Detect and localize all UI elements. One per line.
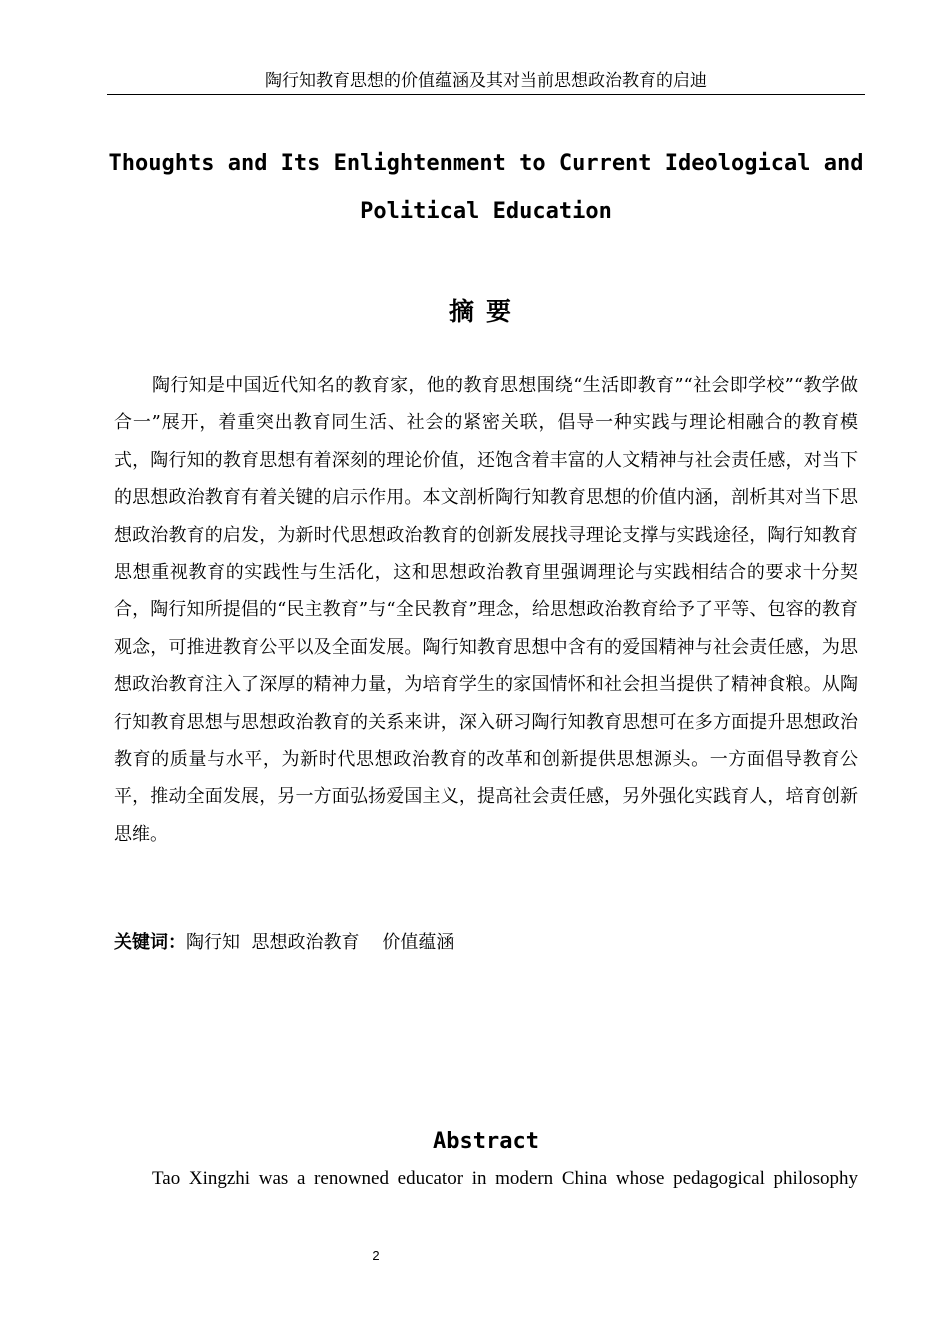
english-abstract-heading: Abstract (433, 1129, 539, 1154)
keywords-line (114, 927, 858, 959)
english-title-line-1: Thoughts and Its Enlightenment to Current Ideological and (108, 151, 864, 176)
keywords-items: 陶行知 思想政治教育 价值蕴涵 (186, 932, 455, 953)
page-number: 2 (372, 1248, 380, 1263)
chinese-abstract-heading: 摘要 (448, 297, 523, 326)
english-abstract-body: Tao Xingzhi was a renowned educator in modern China whose pedagogical philosophy (152, 1168, 858, 1189)
keywords-label: 关键词： (114, 932, 186, 953)
running-header-title: 陶行知教育思想的价值蕴涵及其对当前思想政治教育的启迪 (265, 71, 707, 91)
english-title (107, 140, 865, 236)
chinese-abstract-body: 陶行知是中国近代知名的教育家，他的教育思想围绕“生活即教育”“社会即学校”“教学做合一”展开，着重突出教育同生活、社会的紧密关联，倡导一种实践与理论相融合的教育模式，陶行知的教育思想有着深刻的理论价值，还饱含着丰富的人文精神与社会责任感，对当下的思想政治教育有着关键的启示作用。本文剖析陶行知教育思想的价值内涵，剖析其对当下思想政治教育的启发，为新时代思想政治教育的创新发展找寻理论支撑与实践途径，陶行知教育思想重视教育的实践性与生活化，这和思想政治教育里强调理论与实践相结合的要求十分契合，陶行知所提倡的“民主教育”与“全民教育”理念，给思想政治教育给予了平等、包容的教育观念，可推进教育公平以及全面发展。陶行知教育思想中含有的爱国精神与社会责任感，为思想政治教育注入了深厚的精神力量，为培育学生的家国情怀和社会担当提供了精神食粮。从陶行知教育思想与思想政治教育的关系来讲，深入研习陶行知教育思想可在多方面提升思想政治教育的质量与水平，为新时代思想政治教育的改革和创新提供思想源头。一方面倡导教育公平，推动全面发展，另一方面弘扬爱国主义，提高社会责任感，另外强化实践育人，培育创新思维。 (114, 375, 858, 845)
english-title-line-2: Political Education (360, 199, 612, 224)
running-header (107, 68, 865, 95)
